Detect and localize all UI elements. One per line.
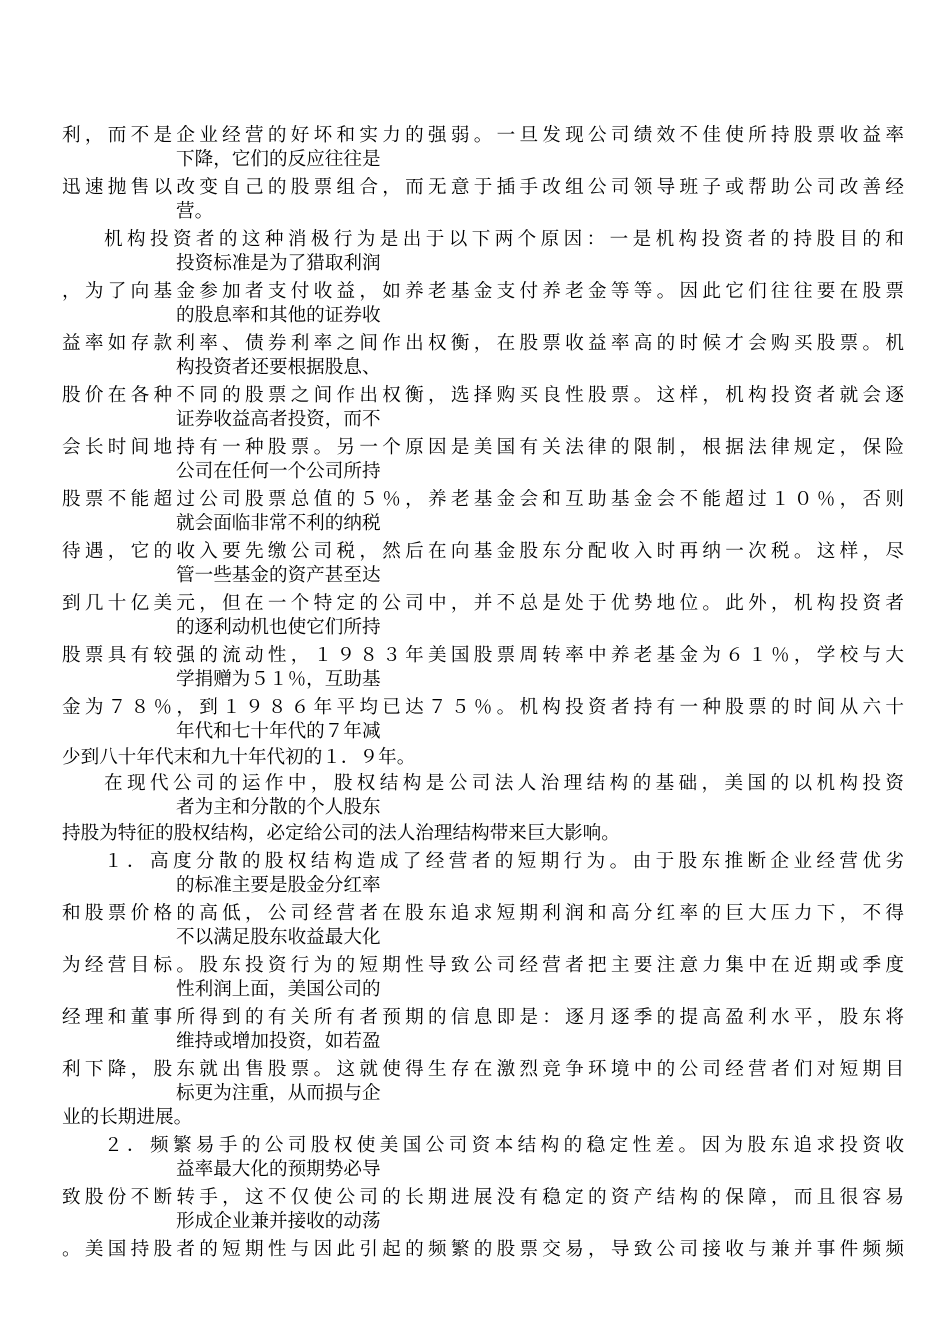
text-line: 和股票价格的高低，公司经营者在股东追求短期利润和高分红率的巨大压力下，不得 [62, 903, 904, 924]
numbered-paragraph-line: １．高度分散的股权结构造成了经营者的短期行为。由于股东推断企业经营优劣 [104, 851, 904, 872]
text-line-continuation: 维持或增加投资，如若盈 [176, 1031, 381, 1052]
text-line: 经理和董事所得到的有关所有者预期的信息即是：逐月逐季的提高盈利水平，股东将 [62, 1007, 904, 1028]
text-line-continuation: 证券收益高者投资，而不 [176, 409, 381, 430]
text-line: 股票不能超过公司股票总值的５％，养老基金会和互助基金会不能超过１０％，否则 [62, 489, 904, 510]
text-line: 益率如存款利率、债券利率之间作出权衡，在股票收益率高的时候才会购买股票。机 [62, 333, 904, 354]
text-line: 迅速抛售以改变自己的股票组合，而无意于插手改组公司领导班子或帮助公司改善经 [62, 177, 904, 198]
text-line: 业的长期进展。 [62, 1107, 193, 1128]
text-line: 股票具有较强的流动性，１９８３年美国股票周转率中养老基金为６１％，学校与大 [62, 645, 904, 666]
text-line: 为经营目标。股东投资行为的短期性导致公司经营者把主要注意力集中在近期或季度 [62, 955, 904, 976]
numbered-paragraph-line: ２．频繁易手的公司股权使美国公司资本结构的稳定性差。因为股东追求投资收 [104, 1135, 904, 1156]
text-line-continuation: 形成企业兼并接收的动荡 [176, 1211, 381, 1232]
text-line: 待遇，它的收入要先缴公司税，然后在向基金股东分配收入时再纳一次税。这样，尽 [62, 541, 904, 562]
text-line-continuation: 营。 [176, 201, 214, 222]
text-line-continuation: 下降，它们的反应往往是 [176, 149, 381, 170]
text-line-continuation: 的股息率和其他的证券收 [176, 305, 381, 326]
text-line: 金为７８％，到１９８６年平均已达７５％。机构投资者持有一种股票的时间从六十 [62, 697, 904, 718]
text-line-continuation: 标更为注重，从而损与企 [176, 1083, 381, 1104]
text-line: 。美国持股者的短期性与因此引起的频繁的股票交易，导致公司接收与兼并事件频频 [62, 1239, 904, 1260]
text-line: 股价在各种不同的股票之间作出权衡，选择购买良性股票。这样，机构投资者就会逐 [62, 385, 904, 406]
text-line-continuation: 投资标准是为了猎取利润 [176, 253, 381, 274]
text-line: 致股份不断转手，这不仅使公司的长期进展没有稳定的资产结构的保障，而且很容易 [62, 1187, 904, 1208]
text-line-continuation: 的逐利动机也使它们所持 [176, 617, 381, 638]
text-line-continuation: 公司在任何一个公司所持 [176, 461, 381, 482]
paragraph-start-line: 机构投资者的这种消极行为是出于以下两个原因：一是机构投资者的持股目的和 [104, 229, 904, 250]
text-line-continuation: 管一些基金的资产甚至达 [176, 565, 381, 586]
text-line-continuation: 者为主和分散的个人股东 [176, 797, 381, 818]
text-line-continuation: 益率最大化的预期势必导 [176, 1159, 381, 1180]
text-line: ，为了向基金参加者支付收益，如养老基金支付养老金等等。因此它们往往要在股票 [62, 281, 904, 302]
text-line-continuation: 的标准主要是股金分红率 [176, 875, 381, 896]
text-line: 利下降，股东就出售股票。这就使得生存在激烈竞争环境中的公司经营者们对短期目 [62, 1059, 904, 1080]
text-line: 持股为特征的股权结构，必定给公司的法人治理结构带来巨大影响。 [62, 823, 620, 844]
text-line-continuation: 不以满足股东收益最大化 [176, 927, 381, 948]
text-line-continuation: 性利润上面，美国公司的 [176, 979, 381, 1000]
text-line-continuation: 学捐赠为５１％，互助基 [176, 669, 381, 690]
text-line: 到几十亿美元，但在一个特定的公司中，并不总是处于优势地位。此外，机构投资者 [62, 593, 904, 614]
paragraph-start-line: 在现代公司的运作中，股权结构是公司法人治理结构的基础，美国的以机构投资 [104, 773, 904, 794]
text-line: 少到八十年代末和九十年代初的１．９年。 [62, 747, 416, 768]
text-line-continuation: 构投资者还要根据股息、 [176, 357, 381, 378]
text-line: 利，而不是企业经营的好坏和实力的强弱。一旦发现公司绩效不佳使所持股票收益率 [62, 125, 904, 146]
text-line-continuation: 年代和七十年代的７年减 [176, 721, 381, 742]
text-line-continuation: 就会面临非常不利的纳税 [176, 513, 381, 534]
text-line: 会长时间地持有一种股票。另一个原因是美国有关法律的限制，根据法律规定，保险 [62, 437, 904, 458]
